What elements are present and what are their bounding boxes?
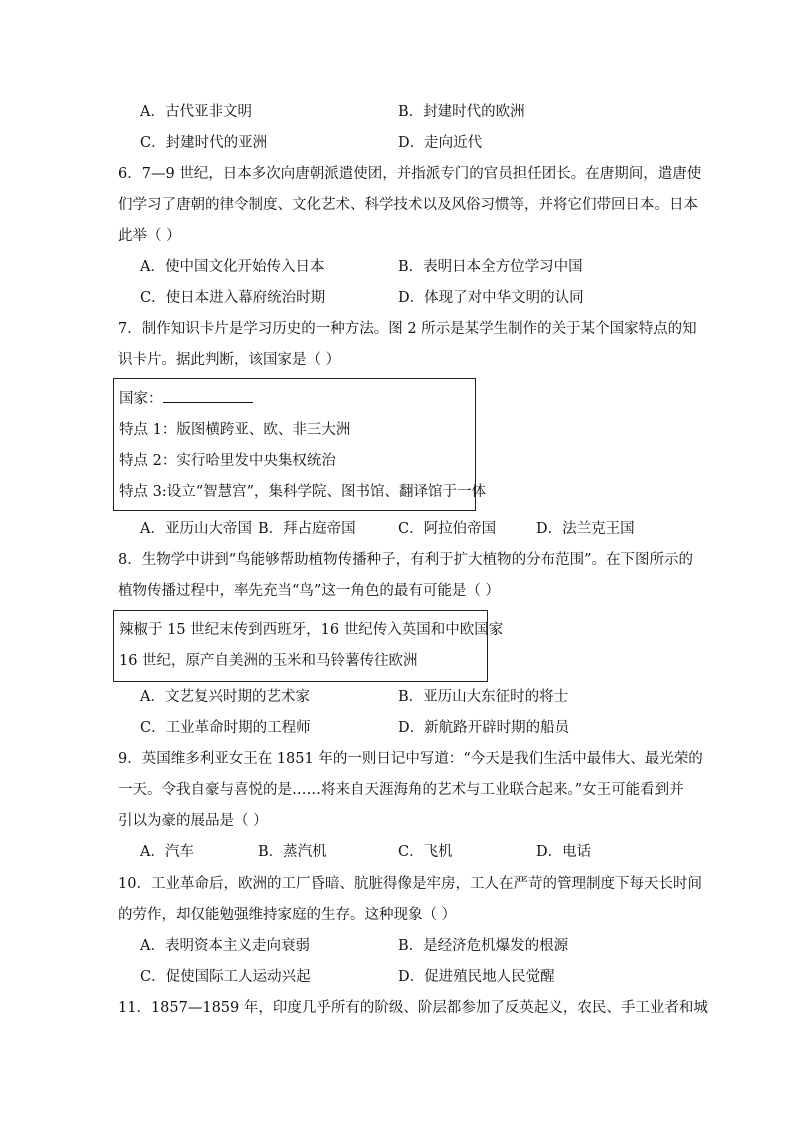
q10-stem-line-1: 10．工业革命后，欧洲的工厂昏暗、肮脏得像是牢房，工人在严苛的管理制度下每天长时间 <box>118 876 702 892</box>
q5-option-b: B．封建时代的欧洲 <box>398 104 525 120</box>
card-country-blank <box>163 388 253 403</box>
q7-option-c: C．阿拉伯帝国 <box>398 521 497 537</box>
card-country-row <box>119 388 253 409</box>
q5-option-a: A．古代亚非文明 <box>140 104 252 120</box>
card-country-label: 国家： <box>119 391 163 407</box>
q8-option-a: A．文艺复兴时期的艺术家 <box>140 689 310 705</box>
q7-stem-line-2: 识卡片。据此判断，该国家是（ ） <box>118 352 341 368</box>
q8-option-c: C．工业革命时期的工程师 <box>140 720 311 736</box>
q6-stem-line-1: 6．7—9 世纪，日本多次向唐朝派遣使团，并指派专门的官员担任团长。在唐期间，遣唐使 <box>118 166 702 182</box>
plant-spread-line-1: 辣椒于 15 世纪末传到西班牙，16 世纪传入英国和中欧国家 <box>119 622 504 638</box>
q6-option-c: C．使日本进入幕府统治时期 <box>140 290 326 306</box>
q11-stem-line-1: 11．1857—1859 年，印度几乎所有的阶级、阶层都参加了反英起义，农民、手工业者和城 <box>118 1000 708 1016</box>
q10-option-a: A．表明资本主义走向衰弱 <box>140 938 310 954</box>
q6-option-d: D．体现了对中华文明的认同 <box>398 290 584 306</box>
q10-stem-line-2: 的劳作，却仅能勉强维持家庭的生存。这种现象（ ） <box>118 907 457 923</box>
q7-option-b: B．拜占庭帝国 <box>258 521 356 537</box>
q9-option-c: C．飞机 <box>398 844 453 860</box>
q6-option-a: A．使中国文化开始传入日本 <box>140 259 325 275</box>
card-feature-3: 特点 3:设立“智慧宫”，集科学院、图书馆、翻译馆于一体 <box>119 484 487 500</box>
q6-stem-line-2: 们学习了唐朝的律令制度、文化艺术、科学技术以及风俗习惯等，并将它们带回日本。日本 <box>118 197 698 213</box>
q9-option-d: D．电话 <box>536 844 592 860</box>
q6-stem-line-3: 此举（ ） <box>118 228 181 244</box>
q9-option-b: B．蒸汽机 <box>258 844 327 860</box>
q10-option-d: D．促进殖民地人民觉醒 <box>398 969 555 985</box>
q10-option-c: C．促使国际工人运动兴起 <box>140 969 311 985</box>
q7-option-a: A．亚历山大帝国 <box>140 521 252 537</box>
card-feature-1: 特点 1：版图横跨亚、欧、非三大洲 <box>119 422 351 438</box>
q9-option-a: A．汽车 <box>140 844 194 860</box>
q8-option-d: D．新航路开辟时期的船员 <box>398 720 570 736</box>
plant-spread-line-2: 16 世纪，原产自美洲的玉米和马铃薯传往欧洲 <box>119 653 418 669</box>
card-feature-2: 特点 2：实行哈里发中央集权统治 <box>119 453 336 469</box>
q6-option-b: B．表明日本全方位学习中国 <box>398 259 583 275</box>
knowledge-card <box>113 378 487 511</box>
q8-stem-line-2: 植物传播过程中，率先充当“鸟”这一角色的最有可能是（ ） <box>118 583 500 599</box>
q5-option-c: C．封建时代的亚洲 <box>140 135 268 151</box>
q9-stem-line-1: 9．英国维多利亚女王在 1851 年的一则日记中写道：“今天是我们生活中最伟大、最光荣的 <box>118 751 703 767</box>
q9-stem-line-2: 一天。令我自豪与喜悦的是……将来自天涯海角的艺术与工业联合起来。”女王可能看到并 <box>118 782 684 798</box>
q8-option-b: B．亚历山大东征时的将士 <box>398 689 569 705</box>
q8-stem-line-1: 8．生物学中讲到“鸟能够帮助植物传播种子，有利于扩大植物的分布范围”。在下图所示的 <box>118 552 694 568</box>
q10-option-b: B．是经济危机爆发的根源 <box>398 938 569 954</box>
q7-option-d: D．法兰克王国 <box>536 521 635 537</box>
q5-option-d: D．走向近代 <box>398 135 483 151</box>
plant-spread-box <box>113 610 504 682</box>
q9-stem-line-3: 引以为豪的展品是（ ） <box>118 813 268 829</box>
q7-stem-line-1: 7．制作知识卡片是学习历史的一种方法。图 2 所示是某学生制作的关于某个国家特点的知 <box>118 321 697 337</box>
